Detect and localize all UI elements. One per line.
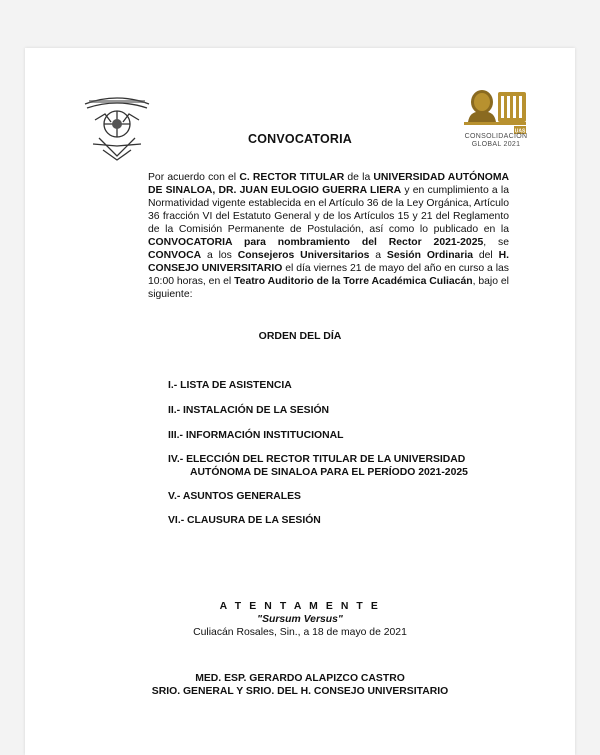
- signatory-position: SRIO. GENERAL Y SRIO. DEL H. CONSEJO UNIVERSITARIO: [151, 686, 449, 697]
- paragraph-segment: a los: [201, 250, 238, 261]
- atentamente: A T E N T A M E N T E: [219, 601, 381, 612]
- paragraph-segment: el día viernes 21 de mayo del año en curso a las 10:00 horas, en el: [148, 263, 509, 287]
- paragraph-segment: a: [369, 250, 387, 261]
- agenda-item-1: I.- LISTA DE ASISTENCIA: [168, 380, 292, 391]
- agenda-item-3: III.- INFORMACIÓN INSTITUCIONAL: [168, 430, 344, 441]
- convocation-paragraph: [148, 171, 509, 301]
- motto: "Sursum Versus": [257, 614, 343, 625]
- paragraph-segment: C. RECTOR TITULAR: [239, 172, 345, 183]
- logo-caption-line-1: CONSOLIDACIÓN: [464, 133, 528, 140]
- paragraph-segment: , bajo el siguiente:: [148, 276, 509, 300]
- university-crest-icon: [77, 86, 157, 166]
- paragraph-segment: de la: [344, 172, 374, 183]
- paragraph-segment: Consejeros Universitarios: [237, 250, 370, 261]
- paragraph-segment: CONVOCATORIA para nombramiento del Rector 2021-2025: [148, 237, 484, 248]
- paragraph-segment: H. CONSEJO UNIVERSITARIO: [148, 250, 509, 274]
- agenda-item-6: VI.- CLAUSURA DE LA SESIÓN: [168, 515, 321, 526]
- paragraph-segment: Por acuerdo con el: [148, 172, 240, 183]
- signatory-name: MED. ESP. GERARDO ALAPIZCO CASTRO: [195, 673, 405, 684]
- document-title: CONVOCATORIA: [247, 132, 353, 146]
- paragraph-segment: , se: [483, 237, 509, 248]
- agenda-item-2: II.- INSTALACIÓN DE LA SESIÓN: [168, 405, 330, 416]
- paragraph-segment: Sesión Ordinaria: [386, 250, 474, 261]
- paragraph-segment: y en cumplimiento a la Normatividad vigente establecida en el Artículo 36 de la Ley Orgánica, Artículo 36 fracción VI del Estatuto General y de los Artículos 15 y 21 del Reglamento de la Comisión Permanente de Postulación, así como lo publicado en la: [148, 185, 509, 235]
- logo-caption-line-2: GLOBAL 2021: [471, 141, 521, 148]
- paragraph-segment: UNIVERSIDAD AUTÓNOMA DE SINALOA, DR. JUAN EULOGIO GUERRA LIERA: [148, 172, 509, 196]
- paragraph-segment: CONVOCA: [148, 250, 202, 261]
- document-page: [25, 48, 575, 755]
- paragraph-segment: Teatro Auditorio de la Torre Académica Culiacán: [234, 276, 473, 287]
- paragraph-segment: del: [473, 250, 499, 261]
- agenda-item-4-line-1: IV.- ELECCIÓN DEL RECTOR TITULAR DE LA UNIVERSIDAD: [168, 454, 466, 465]
- uas-badge: UAS: [514, 128, 526, 135]
- agenda-item-4-continuation: AUTÓNOMA DE SINALOA PARA EL PERÍODO 2021-2025: [190, 467, 468, 478]
- agenda-item-4: [168, 453, 498, 466]
- agenda-item-5: V.- ASUNTOS GENERALES: [168, 491, 301, 502]
- place-date: Culiacán Rosales, Sin., a 18 de mayo de 2021: [193, 627, 407, 638]
- agenda-title: ORDEN DEL DÍA: [258, 330, 342, 342]
